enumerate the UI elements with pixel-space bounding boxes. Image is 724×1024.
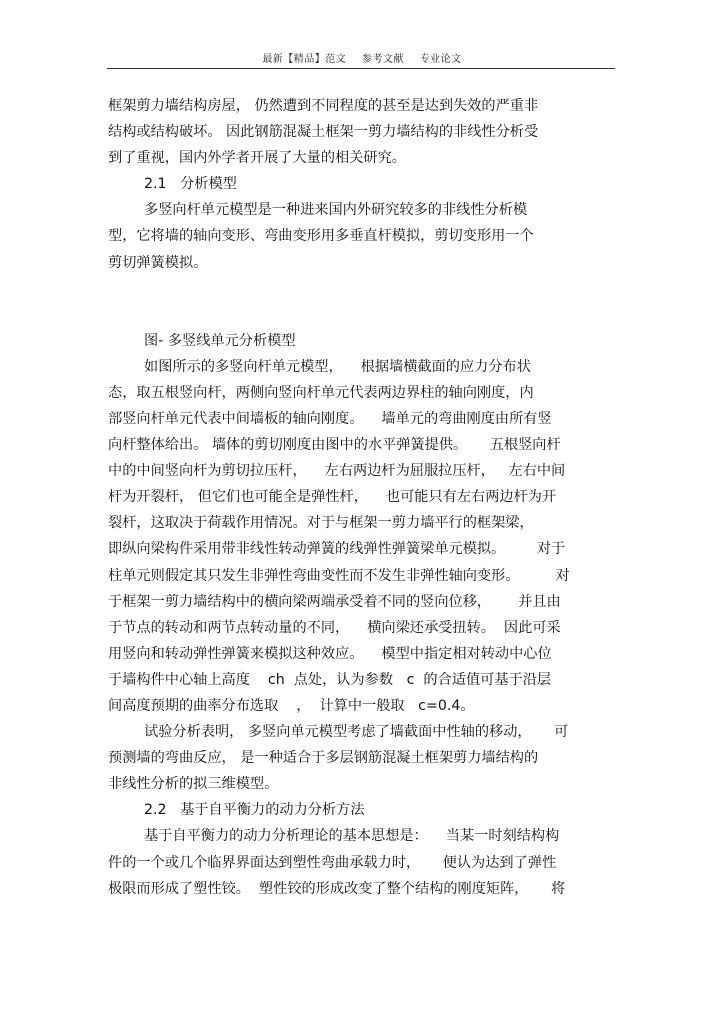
text-line: 型，它将墙的轴向变形、弯曲变形用多垂直杆模拟，剪切变形用一个 <box>108 228 534 245</box>
text-line: 于墙构件中心轴上高度 ch 点处，认为参数 c 的合适值可基于沿层 <box>108 671 552 688</box>
text-line: 部竖向杆单元代表中间墙板的轴向刚度。 墙单元的弯曲刚度由所有竖 <box>108 410 552 427</box>
figure-caption: 图- 多竖线单元分析模型 <box>144 332 296 349</box>
text-line: 向杆整体给出。 墙体的剪切刚度由图中的水平弹簧提供。 五根竖向杆 <box>108 437 561 454</box>
text-line: 如图所示的多竖向杆单元模型， 根据墙横截面的应力分布状 <box>144 358 531 375</box>
text-line: 试验分析表明， 多竖向单元模型考虑了墙截面中性轴的移动， 可 <box>144 724 569 741</box>
text-line: 预测墙的弯曲反应， 是一种适合于多层钢筋混凝土框架剪力墙结构的 <box>108 750 539 767</box>
header-item-papers: 专业论文 <box>419 54 462 65</box>
text-line: 多竖向杆单元模型是一种进来国内外研究较多的非线性分析模 <box>144 202 528 219</box>
text-line: 中的中间竖向杆为剪切拉压杆， 左右两边杆为屈服拉压杆， 左右中间 <box>108 463 566 480</box>
text-line: 裂杆，这取决于荷载作用情况。对于与框架一剪力墙平行的框架梁， <box>108 515 534 532</box>
text-line: 柱单元则假定其只发生非弹性弯曲变性而不发生非弹性轴向变形。 对 <box>108 567 570 584</box>
text-line: 件的一个或几个临界界面达到塑性弯曲承载力时， 便认为达到了弹性 <box>108 854 557 871</box>
paragraph-test-analysis <box>108 719 618 797</box>
section-heading-2-2: 2.2 基于自平衡力的动力分析方法 <box>144 802 365 819</box>
text-line: 结构或结构破坏。 因此钢筋混凝土框架一剪力墙结构的非线性分析受 <box>108 124 539 141</box>
paragraph-model-intro <box>108 197 618 275</box>
section-heading-2-1: 2.1 分析模型 <box>144 176 237 193</box>
document-body <box>108 93 618 902</box>
text-line: 非线性分析的拟三维模型。 <box>108 776 279 793</box>
paragraph-model-description <box>108 354 618 719</box>
paragraph-dynamic-analysis <box>108 823 618 901</box>
figure-placeholder <box>108 276 618 328</box>
text-line: 间高度预期的曲率分布选取 ， 计算中一般取 c=0.4。 <box>108 697 475 714</box>
text-line: 框架剪力墙结构房屋， 仍然遭到不同程度的甚至是达到失效的严重非 <box>108 98 539 114</box>
paragraph-intro <box>108 93 618 171</box>
header-divider <box>107 68 615 69</box>
text-line: 态，取五根竖向杆，两侧向竖向杆单元代表两边界柱的轴向刚度，内 <box>108 384 534 401</box>
text-line: 基于自平衡力的动力分析理论的基本思想是： 当某一时刻结构构 <box>144 828 560 845</box>
text-line: 于节点的转动和两节点转动量的不同， 横向梁还承受扭转。 因此可采 <box>108 619 561 636</box>
header-item-featured: 最新【精品】范文 <box>262 54 347 65</box>
page-header <box>0 50 724 65</box>
text-line: 剪切弹簧模拟。 <box>108 254 208 271</box>
header-item-references: 参考文献 <box>362 54 404 65</box>
text-line: 极限而形成了塑性铰。 塑性铰的形成改变了整个结构的刚度矩阵， 将 <box>108 880 566 897</box>
text-line: 用竖向和转动弹性弹簧来模拟这种效应。 模型中指定相对转动中心位 <box>108 645 552 662</box>
text-line: 于框架一剪力墙结构中的横向梁两端承受着不同的竖向位移， 并且由 <box>108 593 561 610</box>
text-line: 杆为开裂杆， 但它们也可能全是弹性杆， 也可能只有左右两边杆为开 <box>108 489 557 506</box>
text-line: 到了重视，国内外学者开展了大量的相关研究。 <box>108 150 406 167</box>
text-line: 即纵向梁构件采用带非线性转动弹簧的线弹性弹簧梁单元模拟。 对于 <box>108 541 566 558</box>
